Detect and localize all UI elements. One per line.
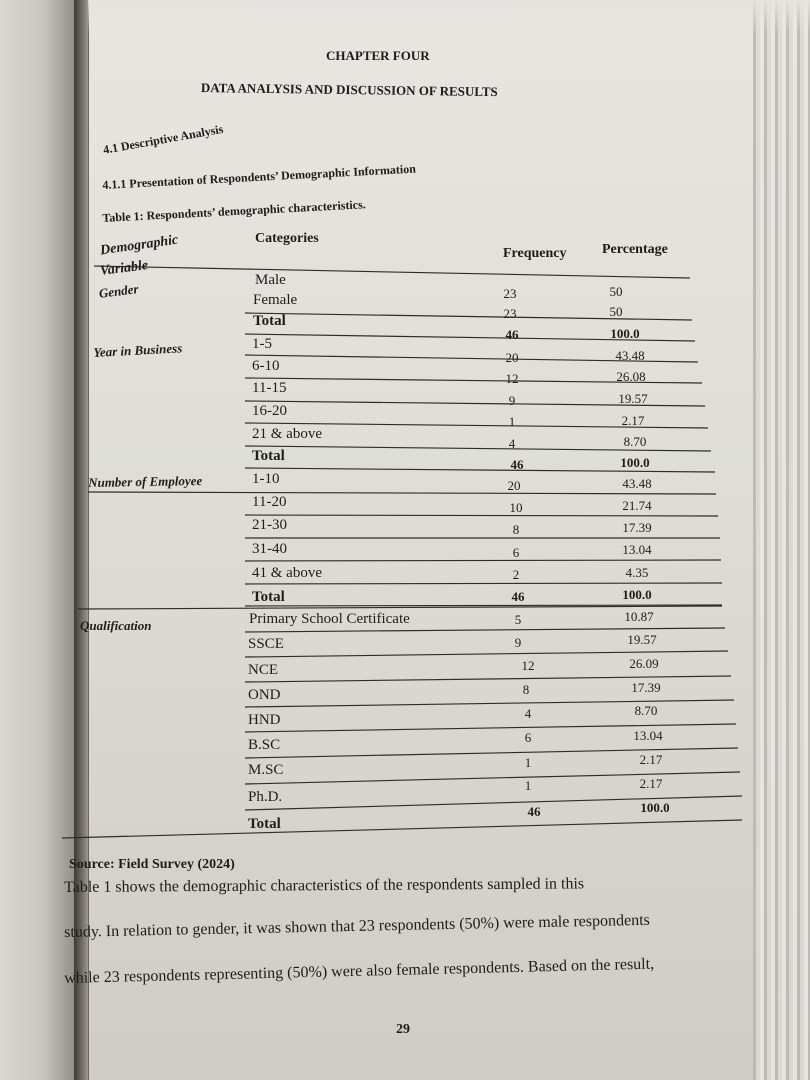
- table-row-year-1-5: 1-5: [252, 336, 272, 352]
- percentage-employee-total: 100.0: [622, 587, 652, 602]
- percentage-qualification-hnd: 8.70: [634, 703, 658, 718]
- header-variable: Variable: [99, 258, 149, 279]
- percentage-year-11-15: 19.57: [618, 391, 648, 406]
- frequency-employee-31-40: 6: [512, 545, 520, 560]
- variable-qualification: Qualification: [80, 618, 152, 633]
- table-source: Source: Field Survey (2024): [69, 857, 235, 872]
- percentage-employee-21-30: 17.39: [622, 520, 652, 535]
- percentage-gender-male: 50: [609, 284, 623, 299]
- percentage-qualification-bsc: 13.04: [633, 728, 663, 743]
- section-heading-4-1-1: 4.1.1 Presentation of Respondents’ Demographic Information: [102, 161, 417, 192]
- table-row-qualification-ssce: SSCE: [248, 636, 284, 652]
- header-frequency: Frequency: [503, 246, 567, 261]
- variable-year-in-business: Year in Business: [93, 340, 183, 360]
- table-row-qualification-msc: M.SC: [248, 762, 284, 778]
- percentage-year-16-20: 2.17: [621, 413, 645, 428]
- frequency-year-total: 46: [510, 457, 524, 472]
- header-categories: Categories: [255, 231, 319, 246]
- frequency-gender-male: 23: [503, 286, 517, 301]
- percentage-qualification-ond: 17.39: [631, 680, 661, 695]
- table-row-employee-1-10: 1-10: [252, 471, 280, 487]
- frequency-qualification-ond: 8: [522, 682, 530, 697]
- variable-number-of-employee: Number of Employee: [88, 473, 203, 490]
- percentage-gender-total: 100.0: [610, 326, 640, 341]
- header-demographic: Demographic: [99, 232, 180, 259]
- table-row-qualification-nce: NCE: [248, 662, 278, 678]
- frequency-qualification-bsc: 6: [524, 730, 532, 745]
- frequency-employee-21-30: 8: [512, 522, 520, 537]
- percentage-year-6-10: 26.08: [616, 369, 646, 384]
- table-row-employee-21-30: 21-30: [252, 517, 287, 533]
- percentage-employee-11-20: 21.74: [622, 498, 652, 513]
- percentage-qualification-msc: 2.17: [639, 752, 663, 767]
- frequency-employee-1-10: 20: [507, 478, 521, 493]
- table-row-gender-female: Female: [253, 292, 298, 308]
- table-row-employee-total: Total: [252, 589, 285, 605]
- table-row-employee-31-40: 31-40: [252, 541, 287, 557]
- variable-gender: Gender: [98, 281, 140, 301]
- paragraph-line-1: Table 1 shows the demographic characteristics of the respondents sampled in this: [64, 875, 585, 896]
- chapter-heading: CHAPTER FOUR: [326, 48, 430, 63]
- percentage-qualification-primary-school-certificate: 10.87: [624, 609, 654, 624]
- table-row-employee-11-20: 11-20: [252, 494, 287, 510]
- table-row-year-21-above: 21 & above: [252, 426, 322, 442]
- frequency-gender-total: 46: [505, 327, 519, 342]
- frequency-qualification-hnd: 4: [524, 706, 532, 721]
- table-row-gender-total: Total: [253, 313, 286, 329]
- percentage-year-total: 100.0: [620, 455, 650, 470]
- frequency-qualification-nce: 12: [521, 658, 535, 673]
- percentage-qualification-nce: 26.09: [629, 656, 659, 671]
- percentage-employee-31-40: 13.04: [622, 542, 652, 557]
- frequency-qualification-phd: 1: [524, 778, 532, 793]
- frequency-year-16-20: 1: [508, 414, 516, 429]
- chapter-title: DATA ANALYSIS AND DISCUSSION OF RESULTS: [200, 80, 498, 100]
- percentage-employee-41-above: 4.35: [625, 565, 649, 580]
- table-row-qualification-bsc: B.SC: [248, 737, 281, 753]
- percentage-gender-female: 50: [609, 304, 623, 319]
- paragraph-line-3: while 23 respondents representing (50%) were also female respondents. Based on the result,: [64, 955, 655, 987]
- frequency-qualification-ssce: 9: [514, 635, 522, 650]
- frequency-qualification-primary-school-certificate: 5: [514, 612, 522, 627]
- table-row-gender-male: Male: [255, 272, 286, 288]
- frequency-year-21-above: 4: [508, 436, 516, 451]
- table-row-year-16-20: 16-20: [252, 403, 287, 419]
- table-row-qualification-total: Total: [248, 816, 281, 832]
- table-row-employee-41-above: 41 & above: [252, 565, 322, 581]
- frequency-year-1-5: 20: [505, 350, 519, 365]
- frequency-year-6-10: 12: [505, 371, 519, 386]
- frequency-year-11-15: 9: [508, 393, 516, 408]
- section-heading-4-1: 4.1 Descriptive Analysis: [102, 121, 225, 157]
- header-percentage: Percentage: [602, 242, 668, 257]
- percentage-qualification-ssce: 19.57: [627, 632, 657, 647]
- table-row-qualification-hnd: HND: [248, 712, 281, 728]
- frequency-qualification-msc: 1: [524, 755, 532, 770]
- table-row-year-total: Total: [252, 448, 285, 464]
- frequency-gender-female: 23: [503, 306, 517, 321]
- frequency-employee-total: 46: [511, 589, 525, 604]
- table-caption: Table 1: Respondents’ demographic characteristics.: [102, 197, 367, 225]
- table-row-qualification-primary-school-certificate: Primary School Certificate: [249, 611, 410, 627]
- frequency-employee-41-above: 2: [512, 567, 520, 582]
- percentage-qualification-phd: 2.17: [639, 776, 663, 791]
- table-row-qualification-ond: OND: [248, 687, 281, 703]
- paragraph-line-2: study. In relation to gender, it was shown that 23 respondents (50%) were male respondents: [64, 911, 650, 941]
- percentage-qualification-total: 100.0: [640, 800, 670, 815]
- percentage-year-1-5: 43.48: [615, 348, 645, 363]
- table-row-year-6-10: 6-10: [252, 358, 280, 374]
- page-number: 29: [396, 1022, 410, 1037]
- frequency-qualification-total: 46: [527, 804, 541, 819]
- percentage-year-21-above: 8.70: [623, 434, 647, 449]
- frequency-employee-11-20: 10: [509, 500, 523, 515]
- table-header-rule: [94, 266, 690, 278]
- table-row-qualification-phd: Ph.D.: [248, 789, 283, 805]
- percentage-employee-1-10: 43.48: [622, 476, 652, 491]
- table-row-year-11-15: 11-15: [252, 380, 287, 396]
